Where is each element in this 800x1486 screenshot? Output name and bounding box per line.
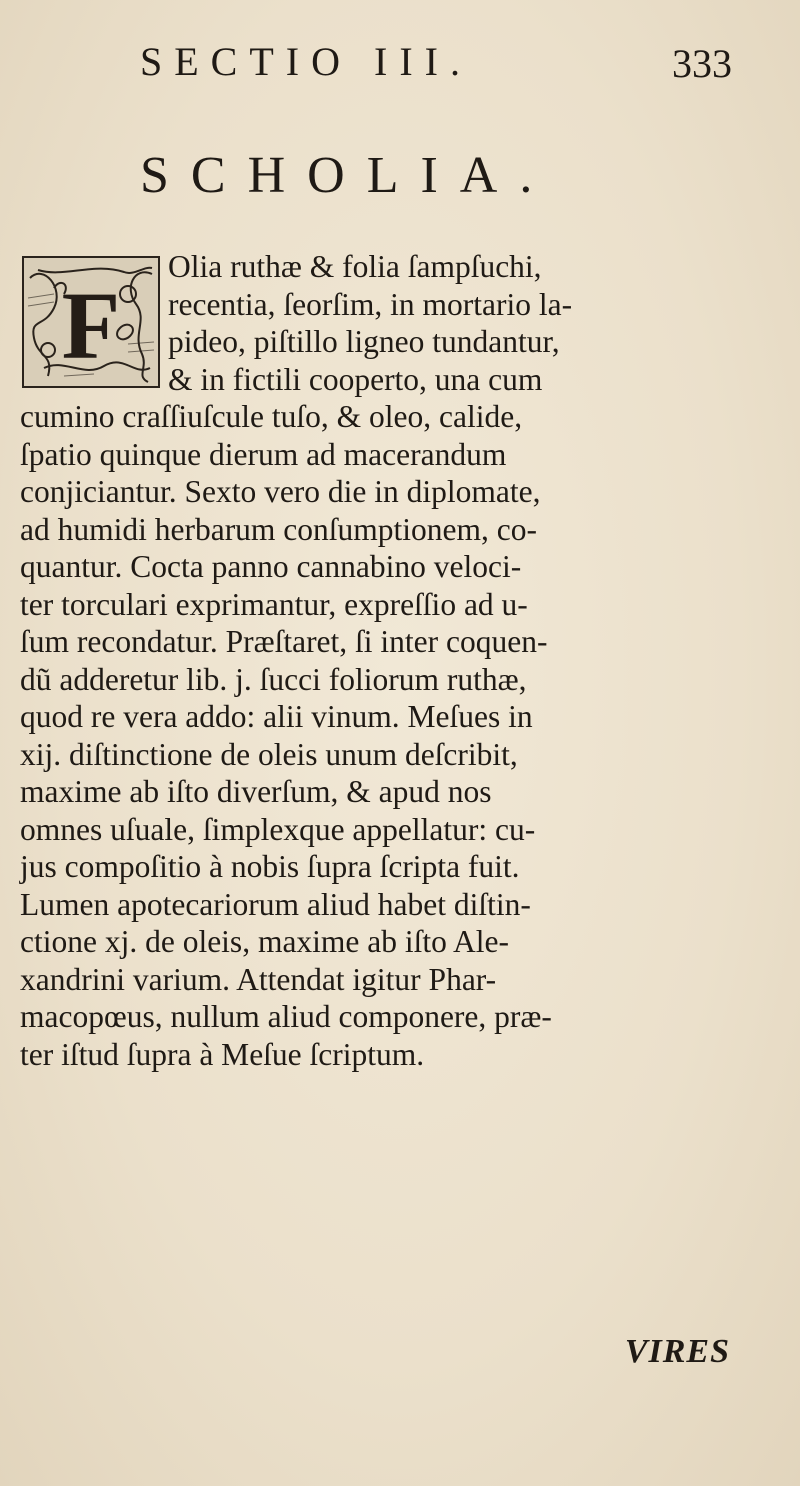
text-line: ſum recondatur. Præſtaret, ſi inter coquen- (20, 624, 548, 659)
text-line: dũ adderetur lib. j. ſucci foliorum ruthæ, (20, 661, 527, 697)
text-line: Lumen apotecariorum aliud habet diſtin- (20, 886, 531, 922)
text-line: maxime ab iſto diverſum, & apud nos (20, 774, 492, 809)
text-line: macopœus, nullum aliud componere, præ- (20, 999, 552, 1034)
text-line: quod re vera addo: alii vinum. Meſues in (20, 699, 533, 734)
text-line: xij. diſtinctione de oleis unum deſcribit, (20, 736, 518, 772)
text-line: & in fictili cooperto, una cum (168, 361, 543, 397)
initial-letter: F (61, 272, 121, 379)
text-line: ter torculari exprimantur, expreſſio ad u- (20, 586, 528, 622)
text-line: xandrini varium. Attendat igitur Phar- (20, 961, 497, 997)
text-line: Olia ruthæ & folia ſampſuchi, (168, 249, 542, 284)
text-line: conjiciantur. Sexto vero die in diplomate, (20, 474, 541, 509)
catchword: VIRES (624, 1333, 730, 1370)
text-line: ſpatio quinque dierum ad macerandum (20, 436, 507, 472)
text-line: cumino craſſiuſcule tuſo, & oleo, calide, (20, 399, 523, 434)
text-line: jus compoſitio à nobis ſupra ſcripta fuit. (20, 849, 520, 884)
running-head (140, 38, 760, 98)
section-title: SECTIO III. (140, 39, 472, 84)
text-line: quantur. Cocta panno cannabino veloci- (20, 549, 522, 584)
text-line: ad humidi herbarum conſumptionem, co- (20, 511, 537, 547)
text-line: recentia, ſeorſim, in mortario la- (168, 286, 573, 322)
text-line: pideo, piſtillo ligneo tundantur, (168, 324, 560, 359)
text-line: omnes uſuale, ſimplexque appellatur: cu- (20, 811, 536, 847)
text-line: ctione xj. de oleis, maxime ab iſto Ale- (20, 924, 510, 959)
text-line: ter iſtud ſupra à Meſue ſcriptum. (20, 1036, 425, 1072)
scholia-heading: SCHOLIA. (140, 147, 555, 204)
body-text (20, 248, 760, 1073)
page-number: 333 (672, 41, 732, 86)
